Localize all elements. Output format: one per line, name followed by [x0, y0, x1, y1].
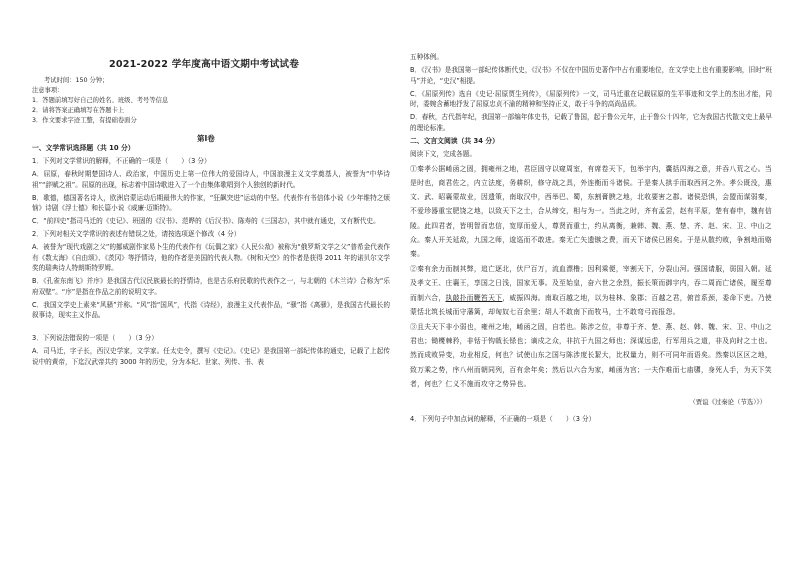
note-item: 3．作文要求字迹工整，有提础卷面分: [32, 117, 137, 124]
question-stem: 1．下列对文学常识的解释，不正确的一项是（ ）（3 分）: [32, 156, 211, 165]
option-a: A．司马迁，字子长，西汉史学家，文学家。任太史令，撰写《史记》。《史记》是我国第一部纪传体的通史，记载了上起传说中的黄帝，下迄汉武帝共约 3000 年的历史，分为本纪、世家、列传、书、表: [32, 347, 390, 366]
part-label: 第Ⅰ卷: [197, 134, 215, 143]
option-b: B．歌德，德国著名诗人，欧洲启蒙运动后期最伟大的作家，“狂飙突进”运动的中坚。代表作有书信体小说《少年维特之烦恼》诗剧《浮士德》和长篇小说《威廉·迈斯特》。: [32, 193, 390, 213]
option-c: C．我国文学史上素来“风骚”并称。“风”指“国风”，代指《诗经》，浪漫主义代表作品，“骚”指《离骚》，是我国古代最长的叙事诗，现实主义作品。: [32, 300, 390, 320]
instruction-text: 阅读下文，完成各题。: [410, 149, 476, 158]
left-column: [32, 143, 390, 370]
note-item: 1．答题前填写好自己的姓名、班级、考号等信息: [32, 97, 169, 104]
option-d: D．春秋，古代指年纪，我国第一部编年体史书，记载了鲁国，起于鲁公元年，止于鲁公十四年，它为我国古代散文史上最早的理论标准。: [410, 113, 772, 132]
option-c: C．“前四史”指司马迁的《史记》、班固的《汉书》、范晔的《后汉书》、陈寿的《三国志》，其中就有通史，又有断代史。: [32, 217, 380, 226]
question-stem: 3．下列说法错误的一项是（ ）（3 分）: [32, 334, 158, 343]
continued-text: 五种体例。: [410, 53, 443, 61]
exam-time: 考试时间：150 分钟；: [44, 77, 109, 84]
question-stem: 4．下列句子中加点词的解释，不正确的一项是（ ）（3 分）: [410, 414, 596, 423]
option-b: B．《汉书》是我国第一部纪传体断代史，《汉书》不仅在中国历史著作中占有重要地位，在文学史上也有重要影响，旧时“班马”并论，“史汉”相提。: [410, 65, 772, 85]
passage-paragraph-2: [410, 262, 772, 319]
passage-paragraph-3: ③且夫天下非小弱也，雍州之地，崤函之固，自若也。陈涉之位，非尊于齐、楚、燕、赵、韩、魏、宋、卫、中山之君也；锄櫌棘矜，非铦于钩戟长铩也；谪戍之众，非抗于九国之师也；深谋远虑，行军用兵之道，非及向时之士也。然而成败异变，功业相反，何也？试使山东之国与陈涉度长絜大，比权量力，则不可同年而语矣。然秦以区区之地，致万乘之势，序八州而朝同列，百有余年矣；然后以六合为家，崤函为宫；一夫作难而七庙隳，身死人手，为天下笑者，何也？仁义不施而攻守之势异也。: [410, 322, 772, 388]
passage-source: （贾谊《过秦论（节选）》）: [689, 397, 766, 406]
exam-title: 2021-2022 学年度高中语文期中考试试卷: [108, 59, 300, 70]
underlined-sentence: 执敲扑而鞭笞天下: [445, 293, 503, 302]
section-heading: 二、文言文阅读（共 34 分）: [410, 136, 499, 145]
option-b: B．《孔雀东南飞》并序》是我国古代汉民族最长的抒情诗，也是古乐府民歌的代表作之一，与北朝的《木兰诗》合称为“乐府双壁”。“序”是指在作品之前的说明文字。: [32, 277, 390, 296]
notes-heading: 注意事项：: [32, 87, 64, 94]
passage-paragraph-1: ①秦孝公据崤函之固，拥雍州之地，君臣固守以窥周室，有席卷天下，包举宇内，囊括四海之意，并吞八荒之心。当是时也，商君佐之，内立法度，务耕织，修守战之具，外连衡而斗诸侯。于是秦人拱手而取西河之外。孝公既没，惠文、武、昭襄蒙故业，因遗策，南取汉中，西举巴、蜀，东割膏腴之地，北收要害之郡。诸侯恐惧，会盟而谋弱秦，不爱珍器重宝肥饶之地，以致天下之士，合从缔交，相与为一。当此之时，齐有孟尝，赵有平原，楚有春申，魏有信陵。此四君者，皆明智而忠信，宽厚而爱人，尊贤而重士，约从离衡，兼韩、魏、燕、楚、齐、赵、宋、卫、中山之众。秦人开关延敌，九国之师，逡巡而不敢进。秦无亡矢遗镞之费，而天下诸侯已困矣。于是从散约败，争割地而赂秦。: [410, 164, 772, 258]
note-item: 2．请将答案正确填写在答题卡上: [32, 107, 125, 114]
question-stem: 2．下列对相关文学常识的表述有错误之处，请按选项逐个修改（4 分）: [32, 230, 241, 239]
right-column: [410, 52, 772, 427]
option-a: A．屈原，春秋时期楚国诗人、政治家，中国历史上第一位伟大的爱国诗人，中国浪漫主义文学奠基人，被誉为“中华诗祖”“辞赋之祖”。屈原的出现，标志着中国诗歌进入了一个由集体歌唱到个人独创的新时代。: [32, 169, 390, 189]
option-a: A．被誉为“现代戏剧之父”的挪威剧作家易卜生的代表作有《玩偶之家》《人民公敌》被称为“俄罗斯文学之父”普希金代表作有《数太海》《自由颂》、《茨冈》等抒情诗，他的作者是美国的代表人物。《树和天空》的作者是获得 2011 年的诺贝尔文学奖的瑞典诗人特朗斯特罗姆。: [32, 243, 390, 273]
option-c: C．《屈原列传》选自《史记·屈原贾生列传》，《屈原列传》一文，司马迁重在记载屈原的生平事迹和文学上的杰出才能，同时，委婉含蓄地抒发了屈原忠贞不渝的精神和坚持正义，敢于斗争的高尚品质。: [410, 89, 772, 109]
passage-text: ②秦有余力而制其弊，追亡逐北，伏尸百万，流血漂橹；因利乘便，宰割天下，分裂山河。强国请服，弱国入朝。延及孝文王、庄襄王，享国之日浅，国家无事。及至始皇，奋六世之余烈，振长策而御宇内，吞二周而亡诸侯，履至尊而制六合，: [410, 265, 772, 302]
section-heading: 一、文学常识选择题（共 10 分）: [32, 144, 135, 152]
passage-text: ，威振四海。南取百越之地，以为桂林、象郡；百越之君，俯首系颈，委命下吏。乃使蒙恬北筑长城而守藩篱，却匈奴七百余里；胡人不敢南下而牧马，士不敢弯弓而报怨。: [410, 293, 773, 316]
